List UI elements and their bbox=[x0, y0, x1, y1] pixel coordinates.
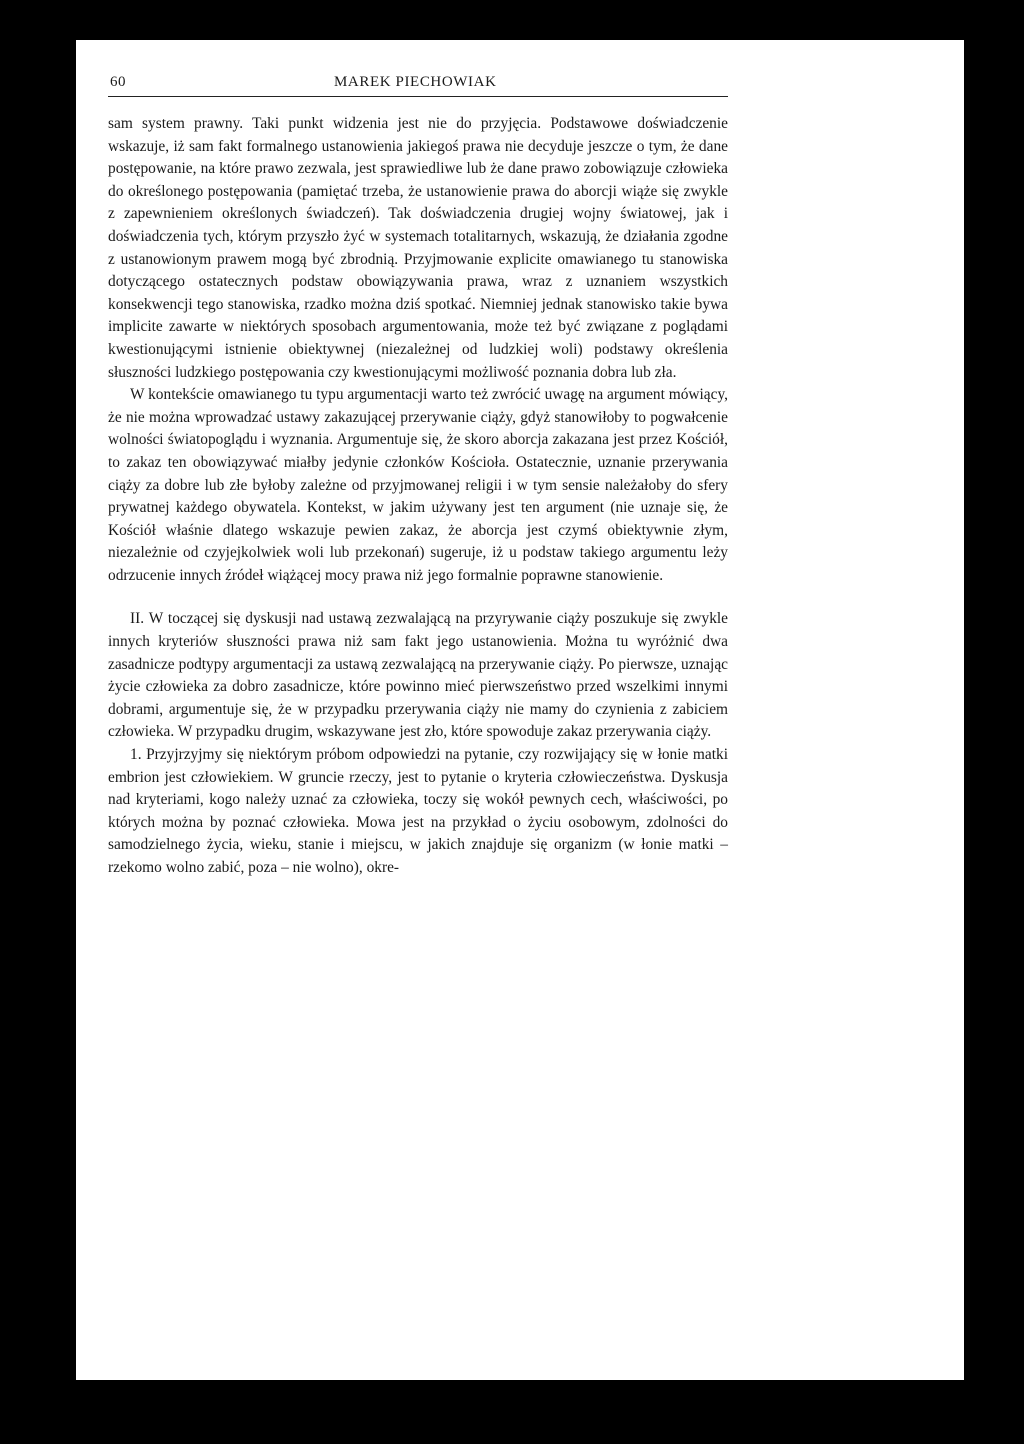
paragraph-section-ii: II. W toczącej się dyskusji nad ustawą zezwalającą na przyrywanie ciąży poszukuje się zwykle innych kryteriów słuszności prawa niż sam fakt jego ustanowienia. Można tu wyróżnić dwa zasadnicze podtypy argumentacji za ustawą zezwalającą na przerywanie ciąży. Po pierwsze, uznając życie człowieka za dobro zasadnicze, które powinno mieć pierwszeństwo przed wszelkimi innymi dobrami, argumentuje się, że w przypadku przerywania ciąży nie mamy do czynienia z zabiciem człowieka. W przypadku drugim, wskazywane jest zło, które spowoduje zakaz przerywania ciąży. bbox=[108, 610, 728, 741]
paragraph-2: W kontekście omawianego tu typu argumentacji warto też zwrócić uwagę na argument mówiący, że nie można wprowadzać ustawy zakazującej przerywanie ciąży, gdyż stanowiłoby to pogwałcenie wolności światopoglądu i wyznania. Argumentuje się, że skoro aborcja zakazana jest przez Kościół, to zakaz ten obowiązywać miałby jedynie członków Kościoła. Ostatecznie, uznanie przerywania ciąży za dobre lub złe byłoby zależne od przyjmowanej religii i w tym sensie należałoby do sfery prywatnej każdego obywatela. Kontekst, w jakim używany jest ten argument (nie uznaje się, że Kościół właśnie dlatego wskazuje pewien zakaz, że aborcja jest czymś obiektywnie złym, niezależnie od czyjejkolwiek woli lub przekonań) sugeruje, iż u podstaw takiego argumentu leży odrzucenie innych źródeł wiążącej mocy prawa niż jego formalnie poprawne stanowienie. bbox=[108, 386, 728, 584]
page-number: 60 bbox=[110, 74, 126, 90]
running-header bbox=[108, 72, 728, 97]
running-header-author: MAREK PIECHOWIAK bbox=[334, 74, 497, 90]
paragraph-point-1: 1. Przyjrzyjmy się niektórym próbom odpowiedzi na pytanie, czy rozwijający się w łonie matki embrion jest człowiekiem. W gruncie rzeczy, jest to pytanie o kryteria człowieczeństwa. Dyskusja nad kryteriami, kogo należy uznać za człowieka, toczy się wokół pewnych cech, właściwości, po których można by poznać człowieka. Mowa jest na przykład o życiu osobowym, zdolności do samodzielnego życia, wieku, stanie i miejscu, w jakich znajduje się organizm (w łonie matki – rzekomo wolno zabić, poza – nie wolno), okre- bbox=[108, 746, 728, 876]
body-text bbox=[108, 113, 728, 880]
paragraph-1: sam system prawny. Taki punkt widzenia jest nie do przyjęcia. Podstawowe doświadczenie wskazuje, iż sam fakt formalnego ustanowienia jakiegoś prawa nie decyduje jeszcze o tym, że dane postępowanie, na które prawo zezwala, jest sprawiedliwe lub że dane prawo zobowiązuje człowieka do określonego postępowania (pamiętać trzeba, że ustanowienie prawa do aborcji wiąże się zwykle z zapewnieniem określonych świadczeń). Tak doświadczenia drugiej wojny światowej, jak i doświadczenia tych, którym przyszło żyć w systemach totalitarnych, wskazują, że działania zgodne z ustanowionym prawem mogą być zbrodnią. Przyjmowanie explicite omawianego tu stanowiska dotyczącego ostatecznych podstaw obowiązywania prawa, wraz z uznaniem wszystkich konsekwencji tego stanowiska, rzadko można dziś spotkać. Niemniej jednak stanowisko takie bywa implicite zawarte w niektórych sposobach argumentowania, może też być związane z poglądami kwestionującymi istnienie obiektywnej (niezależnej od ludzkiej woli) podstawy określenia słuszności ludzkiego postępowania czy kwestionującymi możliwość poznania dobra lub zła. bbox=[108, 115, 728, 381]
